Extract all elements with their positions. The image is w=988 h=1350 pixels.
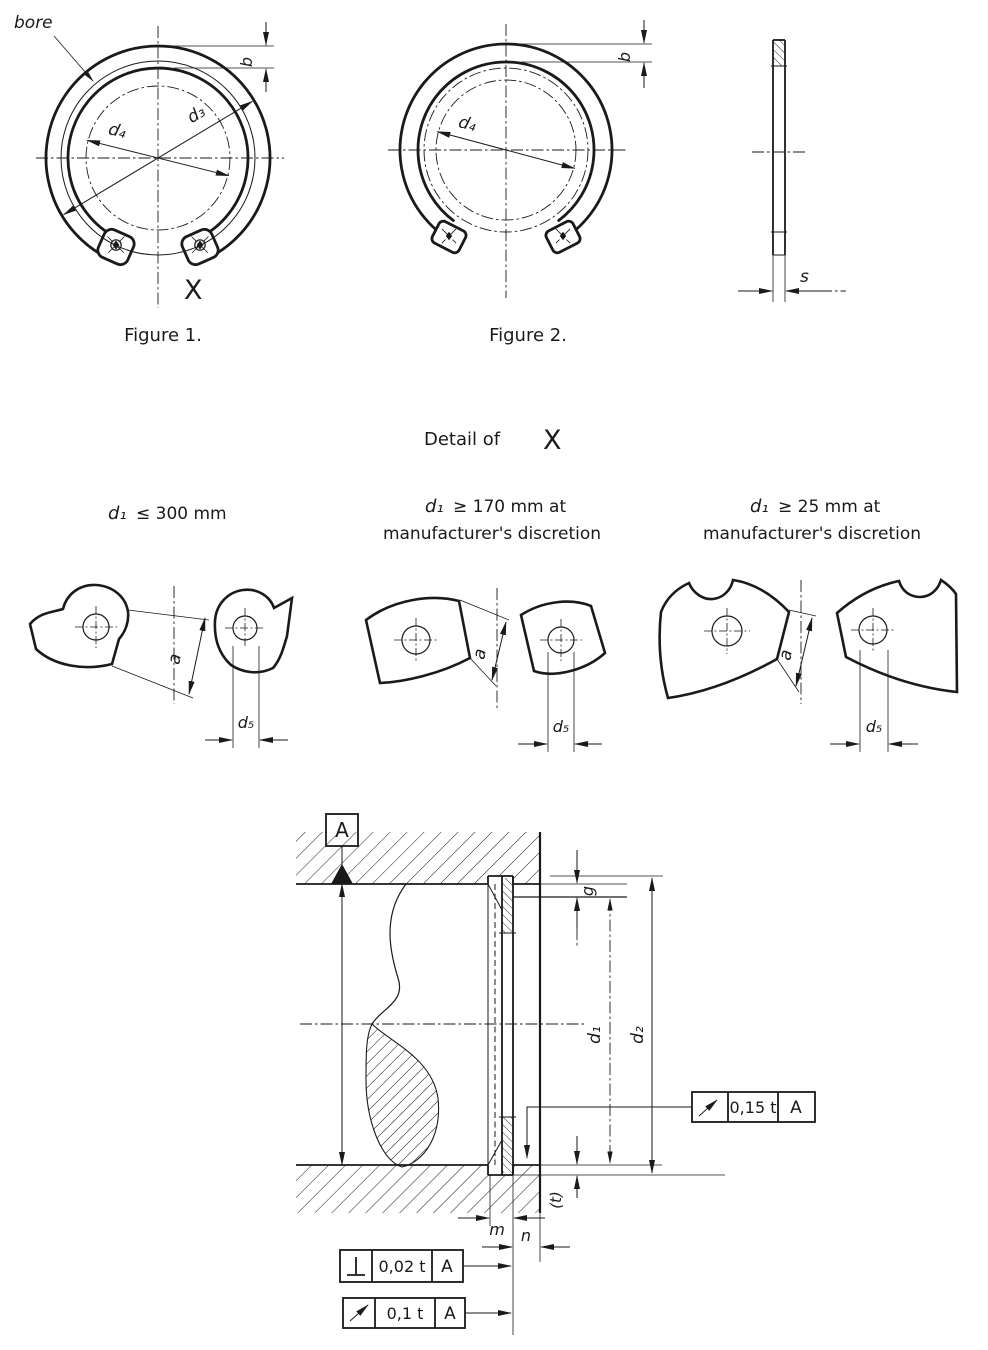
d1-label: d₁: [585, 1026, 605, 1044]
n-label: n: [520, 1226, 532, 1245]
frame-runout-face: [527, 1092, 815, 1158]
frame-runout-groove-datum: A: [444, 1304, 456, 1324]
fig2-b-label: b: [615, 51, 634, 63]
g-label: g: [578, 885, 597, 897]
fig1-b-dimension: [166, 22, 274, 92]
fig2-caption: Figure 2.: [489, 325, 567, 346]
detail3-a-label: a: [775, 648, 797, 663]
fig1-right-lug: [179, 227, 220, 267]
detail2-d5-label: d₅: [552, 717, 570, 736]
fig2-right-lug: [544, 219, 582, 254]
datum-a-label: A: [335, 818, 349, 842]
detail1-cond-symbol: d₁: [108, 503, 127, 524]
detail2-cond-text: ≥ 170 mm at: [453, 497, 567, 517]
detail-variant-1: [30, 503, 292, 748]
frame-runout-groove: [343, 1298, 511, 1328]
detail3-left-lug: [660, 580, 789, 698]
fig1-b-label: b: [237, 56, 256, 68]
detail3-cond-text: ≥ 25 mm at: [778, 497, 881, 517]
fig1-caption: Figure 1.: [124, 325, 202, 346]
side-hatch: [774, 40, 785, 66]
t-label: (t): [547, 1191, 565, 1209]
detail2-cond-line2: manufacturer's discretion: [382, 524, 602, 544]
detail1-d5-label: d₅: [237, 713, 255, 732]
frame-runout-groove-value: 0,1 t: [386, 1304, 424, 1323]
detail-variant-3: [660, 496, 957, 752]
frame-perpendicularity: [340, 1250, 511, 1282]
detail2-cond-symbol: d₁: [425, 496, 444, 517]
fig1-bore-leader: [54, 36, 93, 81]
detail1-a-label: a: [164, 652, 186, 667]
detail3-cond-line2: manufacturer's discretion: [702, 524, 922, 544]
fig1-left-lug: [95, 227, 136, 267]
figure-2: [388, 20, 652, 346]
detail-variant-2: [366, 496, 605, 752]
detail1-cond-text: ≤ 300 mm: [136, 504, 227, 524]
ring-top-cut: [502, 878, 513, 933]
detail-title-x: X: [543, 425, 562, 456]
detail3-d5-label: d₅: [865, 717, 883, 736]
detail2-left-lug: [366, 598, 470, 683]
fig1-d3-label: d₃: [183, 101, 210, 128]
detail3-cond-symbol: d₁: [750, 496, 769, 517]
fig2-d4-label: d₄: [456, 112, 479, 137]
frame-runout-face-leader: [527, 1107, 692, 1158]
m-label: m: [489, 1220, 505, 1239]
d2-dimension: [513, 876, 725, 1175]
detail3-right-lug: [837, 580, 957, 692]
break-section-lens: [366, 1024, 439, 1167]
side-view: [738, 40, 846, 302]
frame-perp-value: 0,02 t: [378, 1257, 426, 1276]
side-s-label: s: [800, 267, 809, 287]
retaining-ring-section: [499, 876, 516, 1175]
detail1-left-lug: [30, 585, 128, 667]
detail2-right-lug: [521, 602, 605, 674]
detail1-right-lug: [215, 590, 292, 673]
fig1-bore-label: bore: [14, 13, 53, 33]
frame-runout-face-value: 0,15 t: [729, 1098, 777, 1117]
section-view: [296, 814, 815, 1335]
detail-title-prefix: Detail of: [424, 429, 501, 450]
break-line: [372, 884, 406, 1024]
detail-title: [424, 425, 562, 456]
d2-label: d₂: [628, 1026, 648, 1044]
figure-1: [14, 13, 284, 346]
detail2-a-label: a: [469, 647, 491, 662]
ring-bottom-cut: [502, 1117, 513, 1173]
fig1-d4-label: d₄: [106, 119, 129, 143]
t-dimension: [547, 1136, 577, 1209]
side-s-dimension: [738, 267, 846, 291]
frame-perp-datum: A: [441, 1257, 453, 1277]
fig1-x-marker: X: [184, 275, 203, 306]
fig2-left-lug: [430, 219, 468, 254]
frame-runout-face-datum: A: [790, 1098, 802, 1118]
